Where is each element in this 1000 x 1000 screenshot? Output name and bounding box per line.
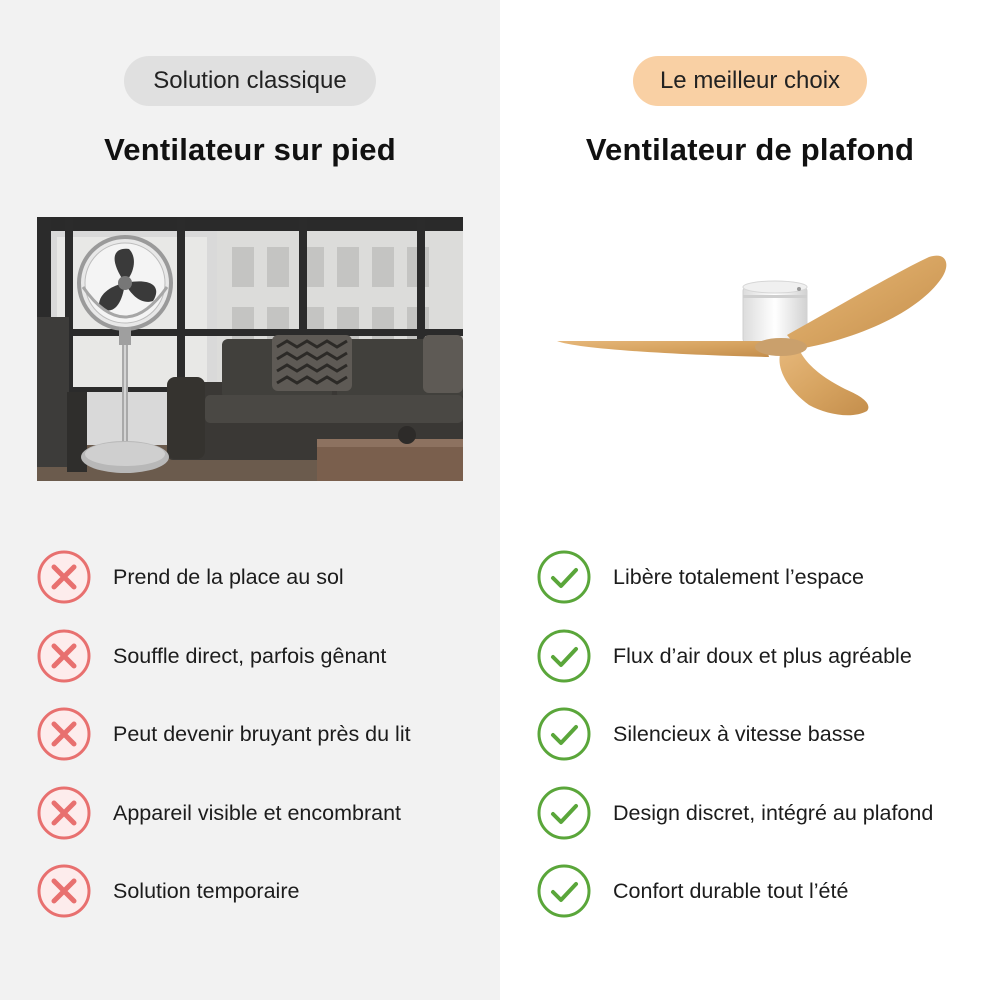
- advantage-label: Design discret, intégré au plafond: [613, 800, 934, 825]
- standing-fan-living-room-photo: [37, 217, 463, 481]
- cross-icon: [37, 786, 91, 840]
- advantage-label: Confort durable tout l’été: [613, 879, 849, 903]
- list-item: [37, 864, 497, 916]
- list-item: [37, 786, 497, 838]
- check-icon: [537, 629, 591, 683]
- advantage-label: Silencieux à vitesse basse: [613, 722, 866, 746]
- standing-fan-title: Ventilateur sur pied: [104, 132, 396, 167]
- advantages-list: [537, 550, 997, 943]
- cross-icon: [37, 864, 91, 918]
- standing-fan-photo: [37, 217, 463, 481]
- best-choice-badge: Le meilleur choix: [633, 56, 867, 106]
- list-item: [537, 864, 997, 916]
- list-item: [537, 629, 997, 681]
- drawback-label: Souffle direct, parfois gênant: [113, 643, 387, 668]
- list-item: [537, 707, 997, 759]
- advantage-label: Libère totalement l’espace: [613, 565, 864, 589]
- drawback-label: Prend de la place au sol: [113, 565, 344, 589]
- check-icon: [537, 786, 591, 840]
- check-icon: [537, 864, 591, 918]
- list-item: [537, 786, 997, 838]
- drawback-label: Solution temporaire: [113, 879, 300, 903]
- list-item: [37, 550, 497, 602]
- ceiling-fan-image: [537, 217, 963, 481]
- drawbacks-list: [37, 550, 497, 943]
- classic-solution-badge: Solution classique: [124, 56, 376, 106]
- ceiling-fan-title: Ventilateur de plafond: [585, 132, 915, 167]
- drawback-label: Peut devenir bruyant près du lit: [113, 722, 411, 746]
- drawback-label: Appareil visible et encombrant: [113, 800, 402, 825]
- ceiling-fan-wood-blades-image: [537, 217, 963, 481]
- cross-icon: [37, 629, 91, 683]
- list-item: [37, 707, 497, 759]
- check-icon: [537, 550, 591, 604]
- best-choice-column: [500, 0, 1000, 1000]
- list-item: [537, 550, 997, 602]
- cross-icon: [37, 550, 91, 604]
- cross-icon: [37, 707, 91, 761]
- list-item: [37, 629, 497, 681]
- check-icon: [537, 707, 591, 761]
- advantage-label: Flux d’air doux et plus agréable: [613, 643, 912, 668]
